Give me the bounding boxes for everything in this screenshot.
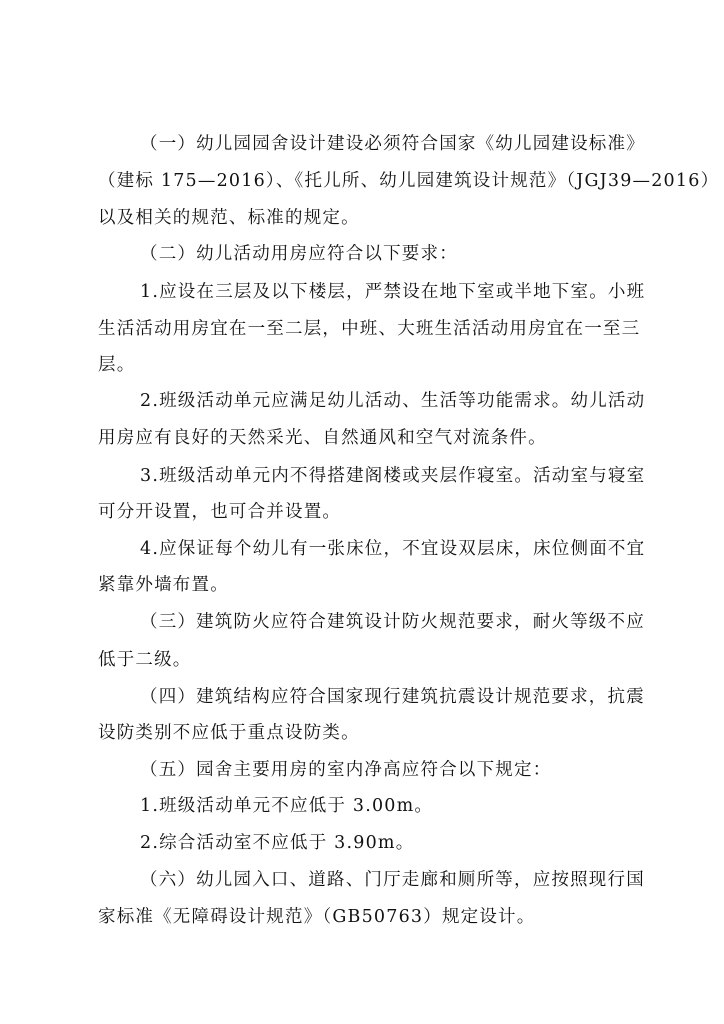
text-line: （四）建筑结构应符合国家现行建筑抗震设计规范要求，抗震: [140, 687, 645, 707]
text-line: 1.班级活动单元不应低于 3.00m。: [140, 796, 434, 816]
text-line: （六）幼儿园入口、道路、门厅走廊和厕所等，应按照现行国: [140, 870, 645, 890]
text-line: 3.班级活动单元内不得搭建阁楼或夹层作寝室。活动室与寝室: [140, 466, 646, 486]
text-line: 紧靠外墙布置。: [98, 575, 229, 595]
text-line: 层。: [98, 355, 136, 375]
text-line: （一）幼儿园园舍设计建设必须符合国家《幼儿园建设标准》: [140, 134, 645, 154]
text-line: 设防类别不应低于重点设防类。: [98, 723, 360, 743]
text-line: 可分开设置，也可合并设置。: [98, 502, 342, 522]
text-line: （三）建筑防火应符合建筑设计防火规范要求，耐火等级不应: [140, 612, 645, 632]
text-line: 4.应保证每个幼儿有一张床位，不宜设双层床，床位侧面不宜: [140, 539, 646, 559]
text-line: 2.班级活动单元应满足幼儿活动、生活等功能需求。幼儿活动: [140, 391, 646, 411]
text-line: （二）幼儿活动用房应符合以下要求：: [140, 244, 458, 264]
text-line: （五）园舍主要用房的室内净高应符合以下规定：: [140, 760, 552, 780]
text-line: 1.应设在三层及以下楼层，严禁设在地下室或半地下室。小班: [140, 282, 646, 302]
text-line: 以及相关的规范、标准的规定。: [98, 208, 360, 228]
text-line: （建标 175—2016）、《托儿所、幼儿园建筑设计规范》（JGJ39—2016）: [98, 171, 720, 191]
text-line: 低于二级。: [98, 650, 192, 670]
text-line: 用房应有良好的天然采光、自然通风和空气对流条件。: [98, 428, 547, 448]
text-line: 生活活动用房宜在一至二层，中班、大班生活活动用房宜在一至三: [98, 319, 641, 339]
text-line: 2.综合活动室不应低于 3.90m。: [140, 833, 415, 853]
text-line: 家标准《无障碍设计规范》（GB50763）规定设计。: [98, 907, 536, 927]
